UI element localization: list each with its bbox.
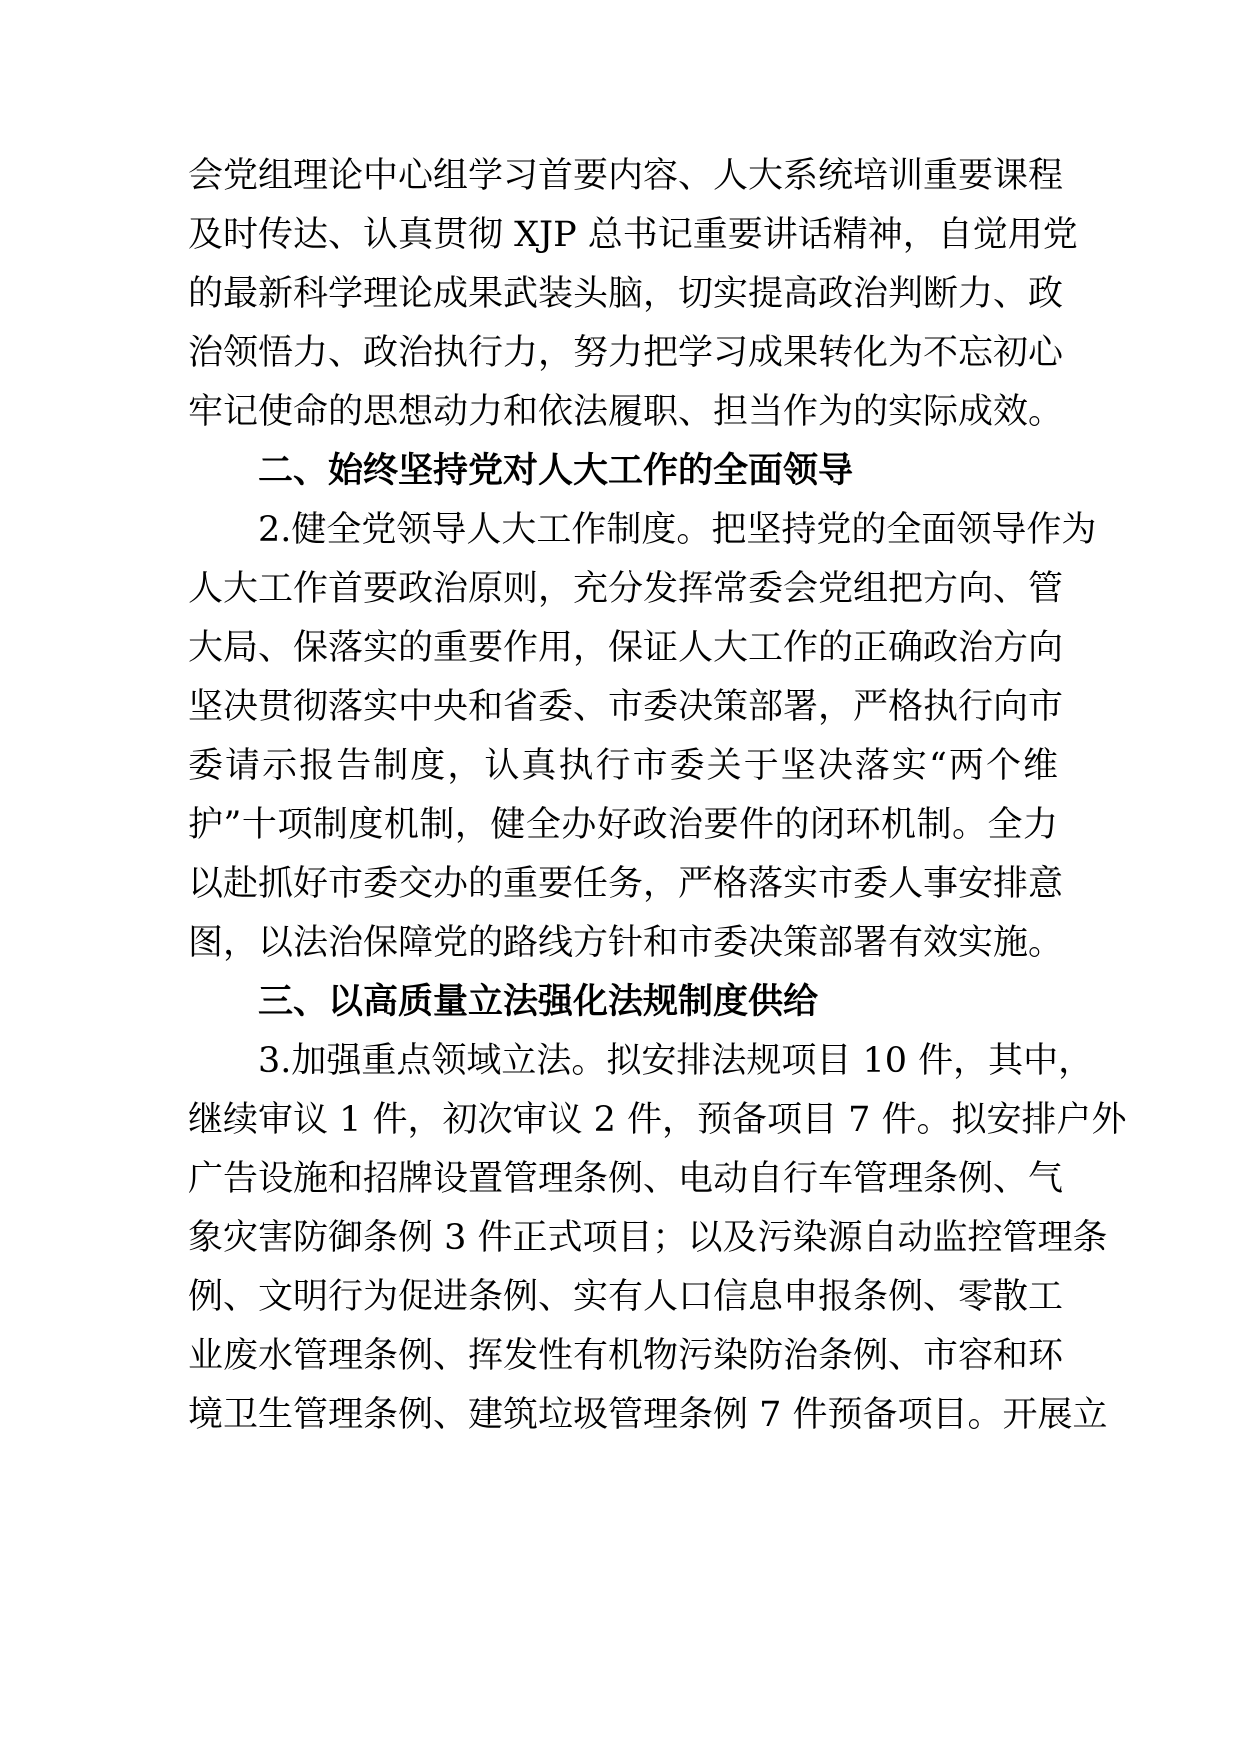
- paragraph-line: 业废水管理条例、挥发性有机物污染防治条例、市容和环: [188, 1336, 1064, 1376]
- paragraph-line: 治领悟力、政治执行力，努力把学习成果转化为不忘初心: [188, 333, 1064, 373]
- paragraph-line: 例、文明行为促进条例、实有人口信息申报条例、零散工: [188, 1277, 1064, 1317]
- paragraph-line: 的最新科学理论成果武装头脑，切实提高政治判断力、政: [188, 274, 1064, 314]
- paragraph-line: 大局、保落实的重要作用，保证人大工作的正确政治方向: [188, 628, 1064, 668]
- paragraph-line: 会党组理论中心组学习首要内容、人大系统培训重要课程: [188, 156, 1064, 196]
- paragraph-line: 2.健全党领导人大工作制度。把坚持党的全面领导作为: [258, 510, 1097, 550]
- paragraph-line: 象灾害防御条例 3 件正式项目；以及污染源自动监控管理条: [188, 1218, 1108, 1258]
- paragraph-line: 图，以法治保障党的路线方针和市委决策部署有效实施。: [188, 923, 1064, 963]
- paragraph-line: 广告设施和招牌设置管理条例、电动自行车管理条例、气: [188, 1159, 1064, 1199]
- paragraph-line: 牢记使命的思想动力和依法履职、担当作为的实际成效。: [188, 392, 1064, 432]
- paragraph-line: 以赴抓好市委交办的重要任务，严格落实市委人事安排意: [188, 864, 1064, 904]
- paragraph-line: 及时传达、认真贯彻 XJP 总书记重要讲话精神，自觉用党: [188, 215, 1078, 255]
- paragraph-line: 3.加强重点领域立法。拟安排法规项目 10 件，其中，: [258, 1041, 1094, 1081]
- paragraph-line: 境卫生管理条例、建筑垃圾管理条例 7 件预备项目。开展立: [188, 1395, 1108, 1435]
- document-page: [188, 0, 1127, 1754]
- paragraph-line: 坚决贯彻落实中央和省委、市委决策部署，严格执行向市: [188, 687, 1064, 727]
- paragraph-line: 护”十项制度机制，健全办好政治要件的闭环机制。全力: [188, 805, 1058, 845]
- paragraph-line: 人大工作首要政治原则，充分发挥常委会党组把方向、管: [188, 569, 1064, 609]
- section-heading: 三、以高质量立法强化法规制度供给: [258, 982, 819, 1022]
- paragraph-line: 委请示报告制度，认真执行市委关于坚决落实“两个维: [188, 746, 1058, 786]
- paragraph-line: 继续审议 1 件，初次审议 2 件，预备项目 7 件。拟安排户外: [188, 1100, 1127, 1140]
- section-heading: 二、始终坚持党对人大工作的全面领导: [258, 451, 854, 491]
